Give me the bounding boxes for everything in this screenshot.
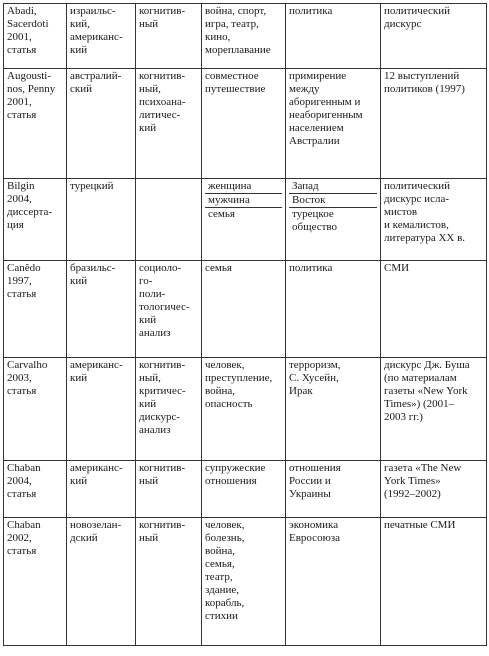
target-domain-part: турецкое общество (292, 208, 338, 233)
method-cell: когнитив- ный, критичес- кий дискурс- анализ (136, 358, 202, 461)
target-domain-part: Восток (289, 194, 377, 208)
method-cell: когнитив- ный, психоана- литичес- кий (136, 69, 202, 179)
culture-cell: американс- кий (67, 358, 136, 461)
source-domain-cell: война, спорт, игра, театр, кино, мореплавание (202, 4, 286, 69)
target-domain-cell: экономика Евросоюза (286, 518, 381, 646)
table-row (4, 179, 487, 261)
table-row (4, 518, 487, 646)
target-domain-cell: терроризм, С. Хусейн, Ирак (286, 358, 381, 461)
source-domain-cell: семья (202, 261, 286, 358)
method-cell: социоло- го- поли- тологичес- кий анализ (136, 261, 202, 358)
table-row (4, 4, 487, 69)
method-cell: когнитив- ный (136, 4, 202, 69)
source-cell: Carvalho 2003, статья (4, 358, 67, 461)
culture-cell: израильс- кий, американс- кий (67, 4, 136, 69)
method-cell: когнитив- ный (136, 518, 202, 646)
table-row (4, 358, 487, 461)
source-domain-part: мужчина (205, 194, 282, 208)
source-cell: Canêdo 1997, статья (4, 261, 67, 358)
target-domain-cell: политика (286, 4, 381, 69)
culture-cell: бразильс- кий (67, 261, 136, 358)
material-cell: 12 выступлений политиков (1997) (381, 69, 487, 179)
material-cell: политический дискурс исла- мистов и кемалистов, литература XX в. (381, 179, 487, 261)
source-cell: Chaban 2002, статья (4, 518, 67, 646)
material-cell: дискурс Дж. Буша (по материалам газеты «New York Times») (2001– 2003 гг.) (381, 358, 487, 461)
target-domain-cell (286, 179, 381, 261)
source-domain-cell: совместное путешествие (202, 69, 286, 179)
table-row (4, 261, 487, 358)
target-domain-cell: отношения России и Украины (286, 461, 381, 518)
source-cell: Augousti- nos, Penny 2001, статья (4, 69, 67, 179)
method-cell (136, 179, 202, 261)
table-row (4, 69, 487, 179)
source-cell: Bilgin 2004, диссерта- ция (4, 179, 67, 261)
table-row (4, 461, 487, 518)
material-cell: политический дискурс (381, 4, 487, 69)
material-cell: печатные СМИ (381, 518, 487, 646)
culture-cell: турецкий (67, 179, 136, 261)
metaphor-studies-table (3, 3, 487, 646)
source-domain-part: семья (208, 208, 235, 220)
target-domain-cell: примирение между аборигенным и неаборигенным населением Австралии (286, 69, 381, 179)
source-domain-cell: человек, преступление, война, опасность (202, 358, 286, 461)
target-domain-part: Запад (289, 180, 377, 194)
method-cell: когнитив- ный (136, 461, 202, 518)
source-domain-cell: человек, болезнь, война, семья, театр, здание, корабль, стихии (202, 518, 286, 646)
culture-cell: австралий- ский (67, 69, 136, 179)
culture-cell: американс- кий (67, 461, 136, 518)
source-domain-cell: супружеские отношения (202, 461, 286, 518)
source-domain-part: женщина (205, 180, 282, 194)
target-domain-cell: политика (286, 261, 381, 358)
culture-cell: новозелан- дский (67, 518, 136, 646)
material-cell: газета «The New York Times» (1992–2002) (381, 461, 487, 518)
source-domain-cell (202, 179, 286, 261)
material-cell: СМИ (381, 261, 487, 358)
source-cell: Chaban 2004, статья (4, 461, 67, 518)
source-cell: Abadi, Sacerdoti 2001, статья (4, 4, 67, 69)
